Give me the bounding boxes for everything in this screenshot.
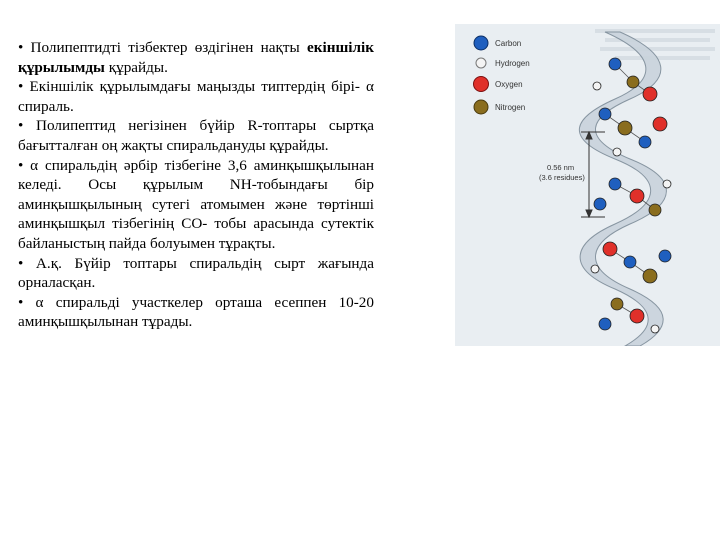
alpha-helix-illustration xyxy=(455,24,720,346)
paragraph-4: • α спиральдің әрбір тізбегіне 3,6 аминқышқылынан келеді. Осы құрылым NH-тобындағы бір аминқышқылының сутегі атомымен және төртінші аминқышқыл тізбегінің CO- тобы арасында сутектік байланыстың пайда болуымен тұрақты. xyxy=(18,156,374,252)
legend-nitrogen-label: Nitrogen xyxy=(495,103,526,112)
legend-oxygen-label: Oxygen xyxy=(495,80,523,89)
paragraph-2: • Екіншілік құрылымдағы маңызды типтердің бірі- α спираль. xyxy=(18,78,374,115)
para-1-text-a: • Полипептидті тізбектер өздігінен нақты xyxy=(18,39,307,56)
helix-ribbon xyxy=(579,32,666,346)
para-1-bold-term: екіншілік құрылымды xyxy=(18,39,374,76)
hydrogen-swatch xyxy=(476,58,486,68)
body-text xyxy=(18,38,374,332)
alpha-helix-figure xyxy=(455,24,720,346)
pitch-residues-label: (3.6 residues) xyxy=(539,173,585,182)
nitrogen-swatch xyxy=(474,100,488,114)
legend xyxy=(474,36,530,114)
paragraph-6: • α спиральді участкелер орташа есеппен 10-20 аминқышқылынан тұрады. xyxy=(18,293,374,331)
pitch-value-label: 0.56 nm xyxy=(547,163,575,172)
paragraph-3: • Полипептид негізінен бүйір R-топтары сыртқа бағытталған оң жақты спиральдануды құрайды. xyxy=(18,117,374,154)
para-1-text-c: құрайды. xyxy=(104,58,168,76)
legend-hydrogen-label: Hydrogen xyxy=(495,59,530,68)
oxygen-swatch xyxy=(474,77,489,92)
carbon-swatch xyxy=(474,36,488,50)
paragraph-1 xyxy=(18,38,374,77)
legend-carbon-label: Carbon xyxy=(495,39,522,48)
paragraph-5: • А.қ. Бүйір топтары спиральдің сырт жағында орналасқан. xyxy=(18,254,374,292)
